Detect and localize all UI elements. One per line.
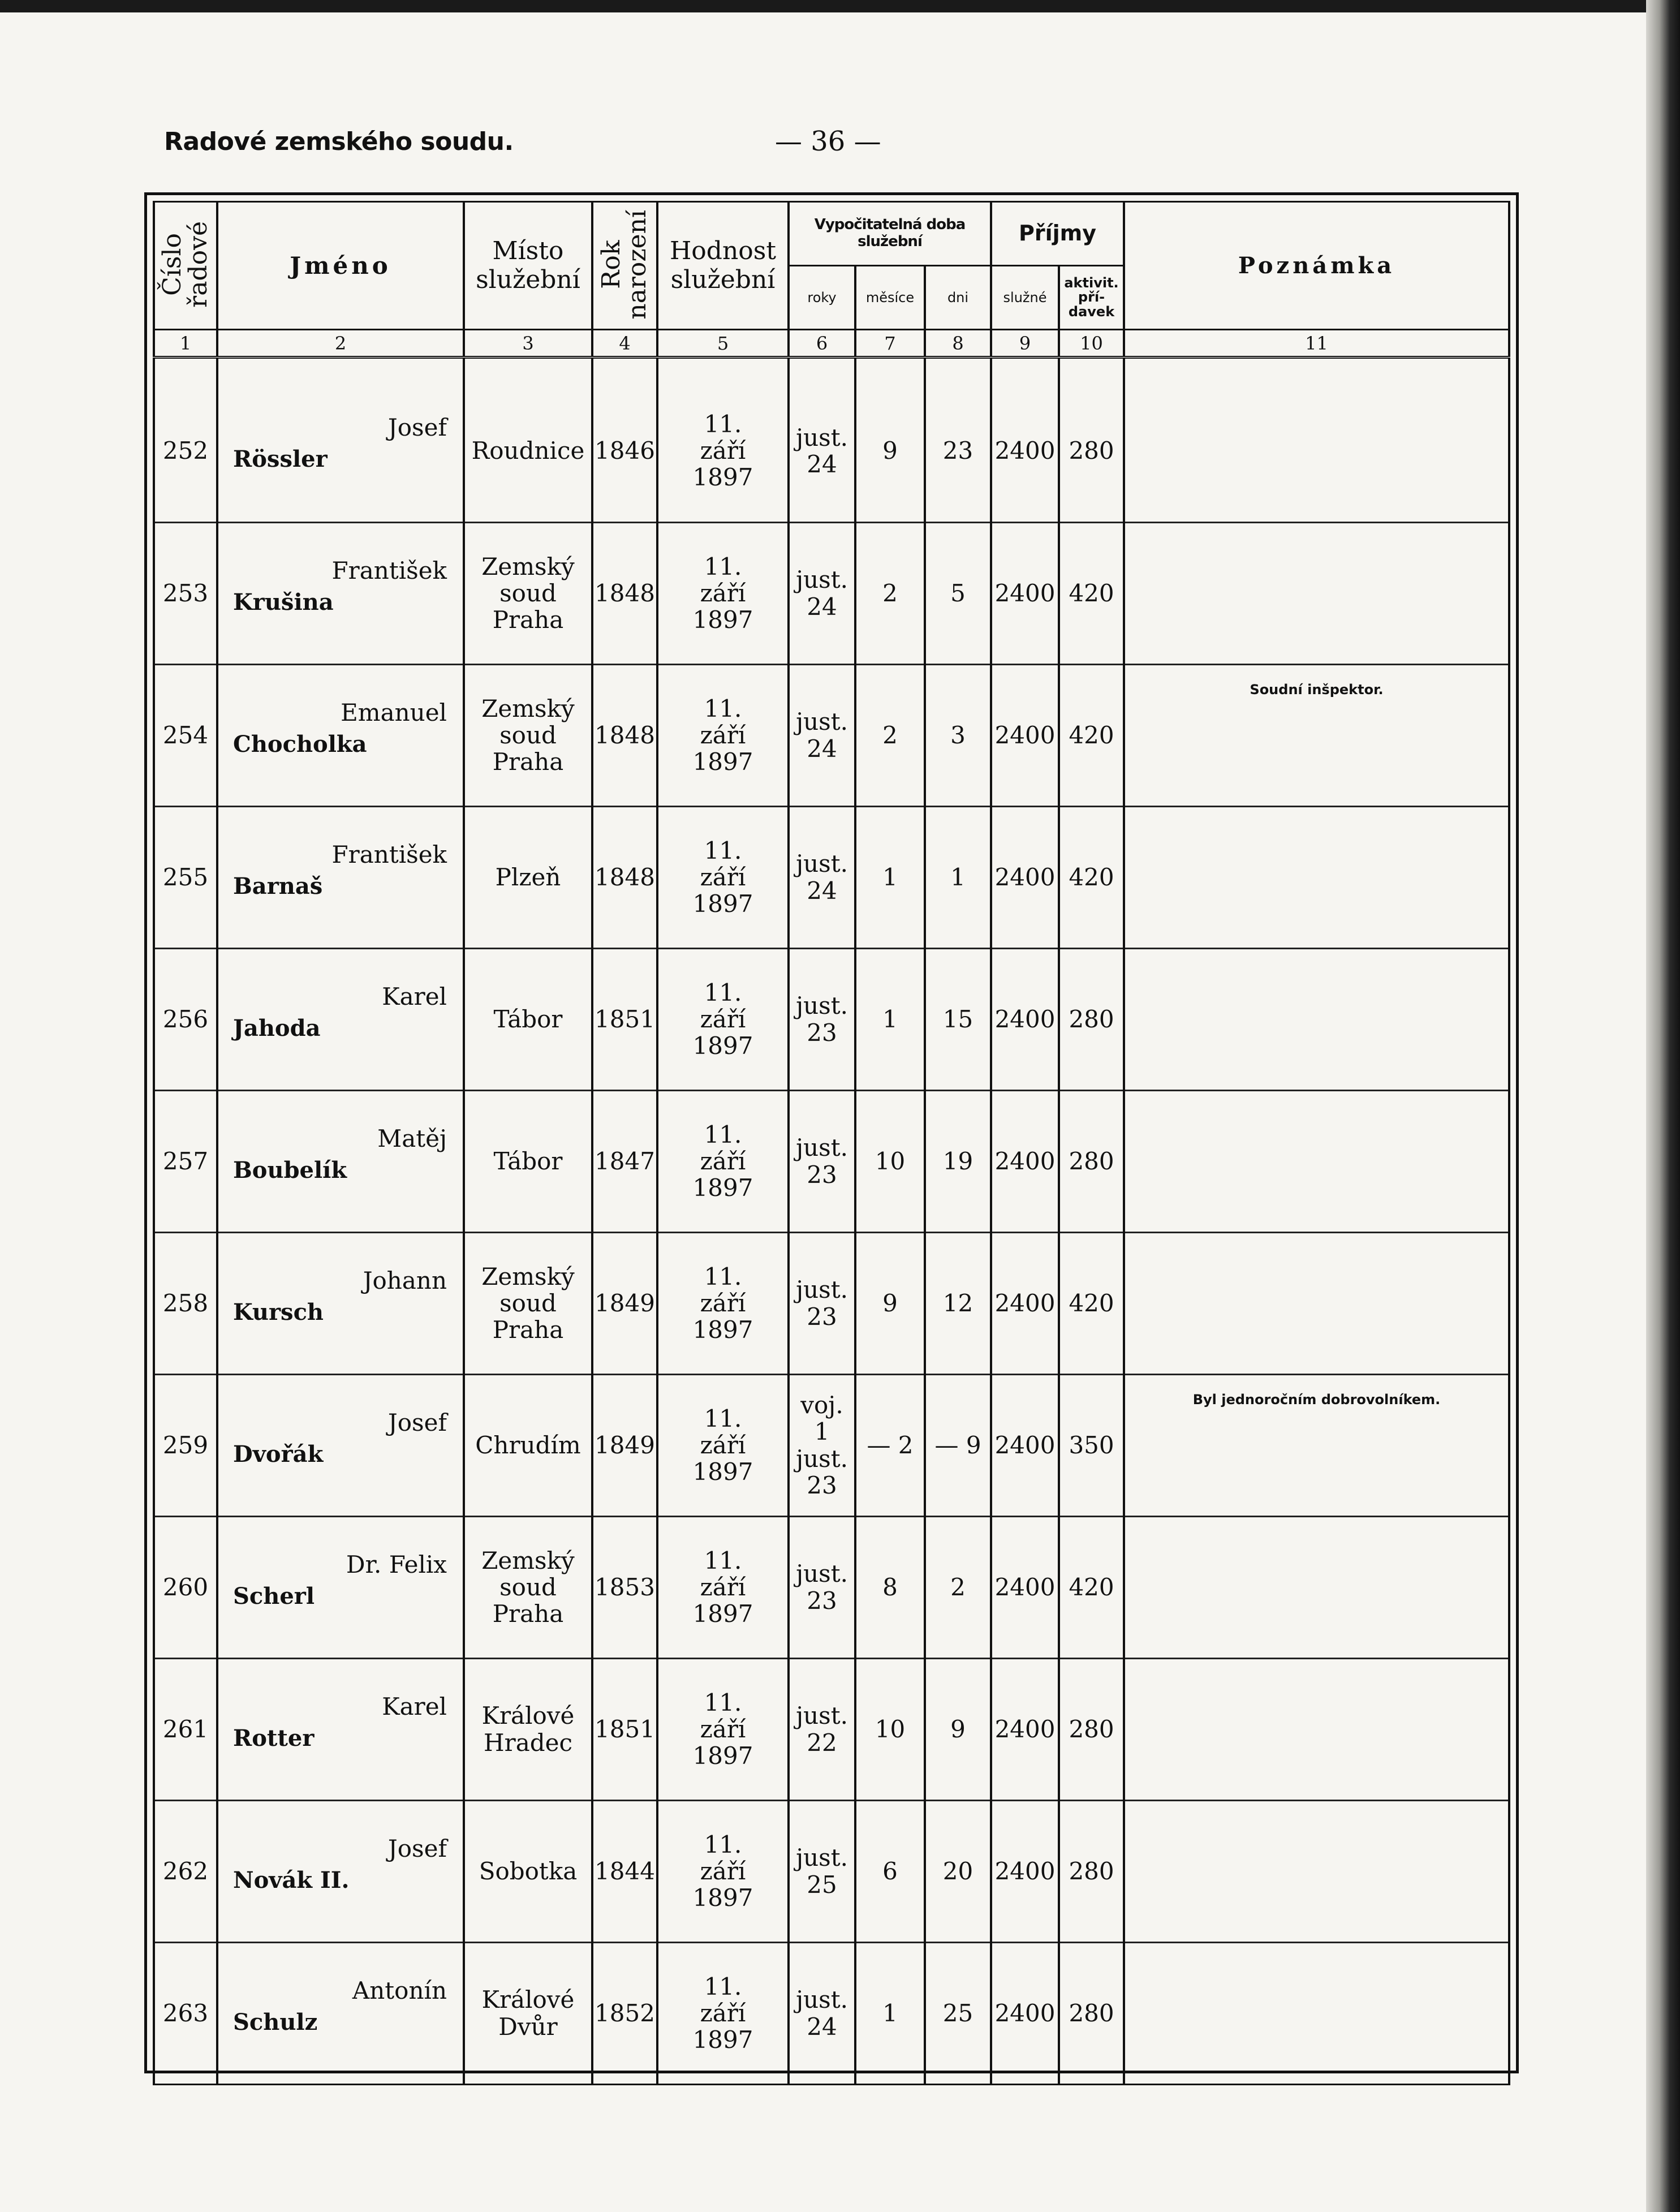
surname: Barnaš bbox=[233, 872, 323, 900]
row-number: 256 bbox=[154, 948, 217, 1090]
years-cell: just. 24 bbox=[789, 522, 855, 664]
row-number: 261 bbox=[154, 1658, 217, 1800]
first-name: Matěj bbox=[377, 1124, 447, 1152]
birth-year: 1844 bbox=[592, 1800, 657, 1942]
surname: Kursch bbox=[233, 1298, 324, 1326]
note-text: Soudní inšpektor. bbox=[1250, 681, 1384, 698]
col-number-3: 3 bbox=[464, 330, 592, 358]
years-cell: just. 24 bbox=[789, 664, 855, 806]
days-cell: 19 bbox=[925, 1090, 991, 1232]
surname: Rotter bbox=[233, 1724, 315, 1751]
name-cell bbox=[217, 1800, 464, 1942]
years-cell: voj. 1 just. 23 bbox=[789, 1374, 855, 1516]
rank-cell: 11. září 1897 bbox=[657, 1658, 789, 1800]
place-cell: Zemský soud Praha bbox=[464, 1232, 592, 1374]
days-cell: 25 bbox=[925, 1942, 991, 2084]
col-header-vypocitatelna-doba: Vypočitatelná doba služební bbox=[789, 202, 991, 266]
rank-cell: 11. září 1897 bbox=[657, 522, 789, 664]
rank-cell: 11. září 1897 bbox=[657, 1942, 789, 2084]
salary-cell: 2400 bbox=[991, 1942, 1059, 2084]
days-cell: 3 bbox=[925, 664, 991, 806]
place-cell: Králové Hradec bbox=[464, 1658, 592, 1800]
surname: Scherl bbox=[233, 1582, 315, 1609]
note-cell bbox=[1124, 1516, 1509, 1658]
rank-cell: 11. září 1897 bbox=[657, 1232, 789, 1374]
table-row bbox=[154, 1516, 1509, 1658]
col-header-poznamka: Poznámka bbox=[1124, 202, 1509, 330]
birth-year: 1853 bbox=[592, 1516, 657, 1658]
col-number-6: 6 bbox=[789, 330, 855, 358]
months-cell: 1 bbox=[855, 948, 925, 1090]
years-cell: just. 23 bbox=[789, 1090, 855, 1232]
days-cell: 9 bbox=[925, 1658, 991, 1800]
row-number: 257 bbox=[154, 1090, 217, 1232]
birth-year: 1851 bbox=[592, 1658, 657, 1800]
place-cell: Zemský soud Praha bbox=[464, 664, 592, 806]
months-cell: 10 bbox=[855, 1658, 925, 1800]
birth-year: 1848 bbox=[592, 522, 657, 664]
months-cell: — 2 bbox=[855, 1374, 925, 1516]
name-cell bbox=[217, 1516, 464, 1658]
rank-cell: 11. září 1897 bbox=[657, 1374, 789, 1516]
row-number: 252 bbox=[154, 380, 217, 522]
table-row bbox=[154, 1658, 1509, 1800]
birth-year: 1847 bbox=[592, 1090, 657, 1232]
name-cell bbox=[217, 1232, 464, 1374]
register-rows bbox=[154, 380, 1509, 2084]
first-name: Dr. Felix bbox=[346, 1550, 447, 1578]
allowance-cell: 280 bbox=[1059, 1942, 1124, 2084]
note-cell bbox=[1124, 1800, 1509, 1942]
months-cell: 8 bbox=[855, 1516, 925, 1658]
years-cell: just. 25 bbox=[789, 1800, 855, 1942]
name-cell bbox=[217, 948, 464, 1090]
col-number-4: 4 bbox=[592, 330, 657, 358]
months-cell: 6 bbox=[855, 1800, 925, 1942]
allowance-cell: 280 bbox=[1059, 948, 1124, 1090]
first-name: Josef bbox=[387, 414, 447, 441]
note-cell bbox=[1124, 1232, 1509, 1374]
col-number-5: 5 bbox=[657, 330, 789, 358]
surname: Krušina bbox=[233, 588, 334, 616]
first-name: František bbox=[331, 556, 447, 584]
days-cell: 20 bbox=[925, 1800, 991, 1942]
col-number-7: 7 bbox=[855, 330, 925, 358]
salary-cell: 2400 bbox=[991, 1374, 1059, 1516]
place-cell: Zemský soud Praha bbox=[464, 522, 592, 664]
salary-cell: 2400 bbox=[991, 664, 1059, 806]
rank-cell: 11. září 1897 bbox=[657, 806, 789, 948]
name-cell bbox=[217, 380, 464, 522]
salary-cell: 2400 bbox=[991, 522, 1059, 664]
note-cell bbox=[1124, 522, 1509, 664]
note-cell bbox=[1124, 1942, 1509, 2084]
col-number-10: 10 bbox=[1059, 330, 1124, 358]
table-row bbox=[154, 380, 1509, 522]
register-table bbox=[153, 201, 1510, 2085]
rank-cell: 11. září 1897 bbox=[657, 1090, 789, 1232]
name-cell bbox=[217, 1090, 464, 1232]
years-cell: just. 23 bbox=[789, 1516, 855, 1658]
table-row bbox=[154, 522, 1509, 664]
col-header-prijmy: Příjmy bbox=[991, 202, 1124, 266]
register-table-frame bbox=[144, 192, 1519, 2073]
table-row bbox=[154, 1942, 1509, 2084]
col-header-sluzne: služné bbox=[991, 266, 1059, 330]
salary-cell: 2400 bbox=[991, 948, 1059, 1090]
rank-cell: 11. září 1897 bbox=[657, 948, 789, 1090]
table-row bbox=[154, 1232, 1509, 1374]
name-cell bbox=[217, 522, 464, 664]
col-header-cislo: Číslo řadové bbox=[154, 202, 217, 330]
place-cell: Sobotka bbox=[464, 1800, 592, 1942]
col-header-rok: Rok narození bbox=[592, 202, 657, 330]
col-number-9: 9 bbox=[991, 330, 1059, 358]
salary-cell: 2400 bbox=[991, 1658, 1059, 1800]
note-cell bbox=[1124, 1090, 1509, 1232]
place-cell: Chrudím bbox=[464, 1374, 592, 1516]
first-name: Antonín bbox=[352, 1976, 447, 2004]
first-name: Josef bbox=[387, 1408, 447, 1436]
table-row bbox=[154, 806, 1509, 948]
name-cell bbox=[217, 1658, 464, 1800]
note-cell bbox=[1124, 380, 1509, 522]
surname: Novák II. bbox=[233, 1866, 350, 1893]
table-row bbox=[154, 1374, 1509, 1516]
col-header-roky: roky bbox=[789, 266, 855, 330]
surname: Jahoda bbox=[233, 1014, 321, 1042]
col-header-dni: dni bbox=[925, 266, 991, 330]
rank-cell: 11. září 1897 bbox=[657, 1800, 789, 1942]
allowance-cell: 280 bbox=[1059, 1658, 1124, 1800]
birth-year: 1849 bbox=[592, 1232, 657, 1374]
name-cell bbox=[217, 1374, 464, 1516]
page-number: — 36 — bbox=[775, 126, 881, 157]
allowance-cell: 280 bbox=[1059, 1090, 1124, 1232]
salary-cell: 2400 bbox=[991, 1800, 1059, 1942]
note-cell bbox=[1124, 806, 1509, 948]
row-number: 253 bbox=[154, 522, 217, 664]
col-number-1: 1 bbox=[154, 330, 217, 358]
birth-year: 1846 bbox=[592, 380, 657, 522]
years-cell: just. 24 bbox=[789, 380, 855, 522]
place-cell: Králové Dvůr bbox=[464, 1942, 592, 2084]
years-cell: just. 23 bbox=[789, 948, 855, 1090]
place-cell: Tábor bbox=[464, 1090, 592, 1232]
note-cell bbox=[1124, 664, 1509, 806]
allowance-cell: 420 bbox=[1059, 664, 1124, 806]
note-cell bbox=[1124, 1658, 1509, 1800]
name-cell bbox=[217, 664, 464, 806]
table-row bbox=[154, 948, 1509, 1090]
table-row bbox=[154, 1800, 1509, 1942]
years-cell: just. 24 bbox=[789, 1942, 855, 2084]
rank-cell: 11. září 1897 bbox=[657, 664, 789, 806]
days-cell: 5 bbox=[925, 522, 991, 664]
days-cell: — 9 bbox=[925, 1374, 991, 1516]
col-header-misto: Místo služební bbox=[464, 202, 592, 330]
surname: Schulz bbox=[233, 2008, 318, 2035]
place-cell: Plzeň bbox=[464, 806, 592, 948]
first-name: Johann bbox=[363, 1266, 447, 1294]
days-cell: 23 bbox=[925, 380, 991, 522]
salary-cell: 2400 bbox=[991, 1232, 1059, 1374]
table-row bbox=[154, 1090, 1509, 1232]
surname: Boubelík bbox=[233, 1156, 347, 1184]
years-cell: just. 22 bbox=[789, 1658, 855, 1800]
rank-cell: 11. září 1897 bbox=[657, 1516, 789, 1658]
col-header-hodnost: Hodnost služební bbox=[657, 202, 789, 330]
row-number: 254 bbox=[154, 664, 217, 806]
salary-cell: 2400 bbox=[991, 1516, 1059, 1658]
row-number: 255 bbox=[154, 806, 217, 948]
first-name: Karel bbox=[382, 982, 447, 1010]
birth-year: 1848 bbox=[592, 806, 657, 948]
note-cell bbox=[1124, 948, 1509, 1090]
birth-year: 1848 bbox=[592, 664, 657, 806]
months-cell: 2 bbox=[855, 664, 925, 806]
scan-edge-right bbox=[1646, 0, 1680, 2212]
birth-year: 1851 bbox=[592, 948, 657, 1090]
place-cell: Zemský soud Praha bbox=[464, 1516, 592, 1658]
row-number: 258 bbox=[154, 1232, 217, 1374]
col-header-aktivit-pridavek: aktivit. pří- davek bbox=[1059, 266, 1124, 330]
row-number: 263 bbox=[154, 1942, 217, 2084]
salary-cell: 2400 bbox=[991, 380, 1059, 522]
allowance-cell: 280 bbox=[1059, 380, 1124, 522]
birth-year: 1852 bbox=[592, 1942, 657, 2084]
days-cell: 12 bbox=[925, 1232, 991, 1374]
place-cell: Tábor bbox=[464, 948, 592, 1090]
years-cell: just. 24 bbox=[789, 806, 855, 948]
col-header-jmeno: Jméno bbox=[217, 202, 464, 330]
allowance-cell: 420 bbox=[1059, 1516, 1124, 1658]
months-cell: 10 bbox=[855, 1090, 925, 1232]
col-number-8: 8 bbox=[925, 330, 991, 358]
note-text: Byl jednoročním dobrovolníkem. bbox=[1192, 1391, 1441, 1408]
row-number: 260 bbox=[154, 1516, 217, 1658]
note-cell bbox=[1124, 1374, 1509, 1516]
col-number-2: 2 bbox=[217, 330, 464, 358]
scan-edge-top bbox=[0, 0, 1680, 12]
allowance-cell: 420 bbox=[1059, 522, 1124, 664]
allowance-cell: 420 bbox=[1059, 806, 1124, 948]
allowance-cell: 350 bbox=[1059, 1374, 1124, 1516]
first-name: Josef bbox=[387, 1834, 447, 1862]
allowance-cell: 420 bbox=[1059, 1232, 1124, 1374]
allowance-cell: 280 bbox=[1059, 1800, 1124, 1942]
months-cell: 9 bbox=[855, 1232, 925, 1374]
salary-cell: 2400 bbox=[991, 1090, 1059, 1232]
col-number-11: 11 bbox=[1124, 330, 1509, 358]
table-row bbox=[154, 664, 1509, 806]
months-cell: 1 bbox=[855, 806, 925, 948]
rank-cell: 11. září 1897 bbox=[657, 380, 789, 522]
salary-cell: 2400 bbox=[991, 806, 1059, 948]
surname: Chocholka bbox=[233, 730, 367, 758]
col-header-mesice: měsíce bbox=[855, 266, 925, 330]
days-cell: 2 bbox=[925, 1516, 991, 1658]
first-name: Emanuel bbox=[341, 698, 447, 726]
place-cell: Roudnice bbox=[464, 380, 592, 522]
name-cell bbox=[217, 806, 464, 948]
surname: Dvořák bbox=[233, 1440, 324, 1468]
surname: Rössler bbox=[233, 446, 328, 472]
first-name: Karel bbox=[382, 1692, 447, 1720]
first-name: František bbox=[331, 840, 447, 868]
months-cell: 9 bbox=[855, 380, 925, 522]
months-cell: 2 bbox=[855, 522, 925, 664]
days-cell: 15 bbox=[925, 948, 991, 1090]
birth-year: 1849 bbox=[592, 1374, 657, 1516]
row-number: 262 bbox=[154, 1800, 217, 1942]
name-cell bbox=[217, 1942, 464, 2084]
days-cell: 1 bbox=[925, 806, 991, 948]
months-cell: 1 bbox=[855, 1942, 925, 2084]
years-cell: just. 23 bbox=[789, 1232, 855, 1374]
row-number: 259 bbox=[154, 1374, 217, 1516]
page-header-title: Radové zemského soudu. bbox=[164, 127, 514, 156]
